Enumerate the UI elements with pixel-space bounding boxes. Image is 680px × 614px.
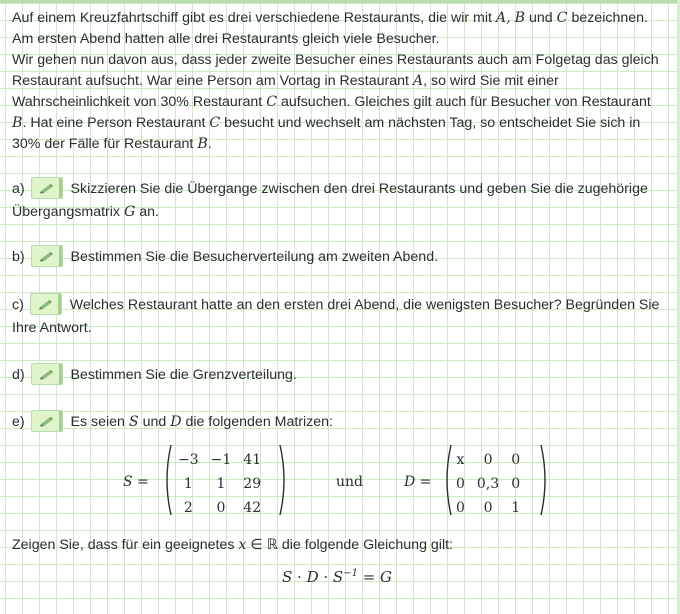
- matrix-cell: 0: [483, 500, 493, 516]
- matrix-cell: 0: [456, 500, 465, 516]
- matrix-s-label: S =: [123, 474, 149, 490]
- matrix-definitions: [0, 444, 680, 522]
- intro-line-4: Restaurant aufsucht. War eine Person am Vortag in Restaurant A, so wird Sie mit einer: [12, 73, 559, 89]
- matrix-cell: 42: [243, 500, 262, 516]
- right-paren-s: [279, 444, 289, 516]
- task-e: e) Es seien S und D die folgenden Matrizen:: [12, 411, 672, 434]
- task-b-label: b): [12, 249, 25, 265]
- matrix-cell: 0: [511, 452, 521, 468]
- problem-intro: [12, 8, 670, 155]
- matrix-cell: 0: [456, 476, 465, 492]
- task-d-text: Bestimmen Sie die Grenzverteilung.: [70, 367, 297, 383]
- intro-line-1: Auf einem Kreuzfahrtschiff gibt es drei verschiedene Restaurants, die wir mit A, B und C bezeichnen.: [12, 10, 648, 26]
- task-e-label: e): [12, 414, 25, 430]
- matrix-cell: 41: [243, 452, 262, 468]
- prove-statement: Zeigen Sie, dass für ein geeignetes x ∈ ℝ die folgende Gleichung gilt:: [12, 537, 453, 553]
- matrix-cell: 0: [483, 452, 493, 468]
- pencil-icon: [39, 415, 55, 427]
- matrix-s-row: [172, 448, 267, 472]
- task-b-text: Bestimmen Sie die Besucherverteilung am zweiten Abend.: [70, 249, 439, 265]
- und-word: und: [336, 474, 363, 490]
- task-e-text-1: Es seien: [70, 414, 129, 430]
- task-d: [12, 364, 672, 387]
- pencil-icon: [38, 298, 54, 310]
- task-a: a) Skizzieren Sie die Übergange zwischen den drei Restaurants und geben Sie die zugehörige Übergangsmatrix G an.: [12, 178, 672, 224]
- matrix-d-row: [450, 496, 526, 520]
- task-a-text-1: Skizzieren Sie die Übergange zwischen den drei Restaurants und geben Sie die zugehörige: [70, 181, 648, 197]
- left-paren-s: [162, 444, 172, 516]
- matrix-d: [450, 448, 526, 520]
- matrix-cell: 0: [511, 476, 521, 492]
- matrix-d-row: [450, 472, 526, 496]
- intro-line-5: Wahrscheinlichkeit von 30% Restaurant C aufsuchen. Gleiches gilt auch für Besucher von Restaurant: [12, 94, 651, 110]
- task-b-edit-button[interactable]: [31, 245, 63, 267]
- task-b: [12, 246, 672, 269]
- task-c: [12, 294, 672, 340]
- matrix-cell: 1: [511, 500, 521, 516]
- matrix-cell: 2: [183, 500, 193, 516]
- matrix-s-row: [172, 496, 267, 520]
- task-a-text-2: Übergangsmatrix: [12, 204, 124, 220]
- matrix-s-row: [172, 472, 267, 496]
- matrix-cell: 1: [216, 476, 226, 492]
- pencil-icon: [39, 368, 55, 380]
- matrix-d-label: D =: [404, 474, 432, 490]
- equation: $S \cdot D \cdot S^{-1} = G$: [282, 568, 393, 586]
- real-numbers-symbol: ℝ: [266, 537, 278, 553]
- pencil-icon: [39, 182, 55, 194]
- matrix-cell: 0,3: [476, 476, 500, 492]
- task-c-text-2: Ihre Antwort.: [12, 320, 92, 336]
- right-paren-d: [540, 444, 550, 516]
- matrix-cell: 0: [216, 500, 226, 516]
- task-d-edit-button[interactable]: [31, 363, 63, 385]
- intro-line-3: Wir gehen nun davon aus, dass jeder zweite Besucher eines Restaurants auch am Folgetag das gleich: [12, 52, 659, 68]
- matrix-cell: 1: [183, 476, 193, 492]
- task-c-text-1: Welches Restaurant hatte an den ersten drei Abend, die wenigsten Besucher? Begründen Sie: [69, 297, 660, 313]
- intro-line-6: B. Hat eine Person Restaurant C besucht und wechselt am nächsten Tag, so entscheidet Sie sich in: [12, 115, 641, 131]
- matrix-cell: 29: [243, 476, 262, 492]
- task-a-label: a): [12, 181, 25, 197]
- matrix-cell: −3: [178, 452, 199, 468]
- pencil-icon: [39, 250, 55, 262]
- matrix-cell: x: [456, 452, 465, 468]
- task-d-label: d): [12, 367, 25, 383]
- task-e-edit-button[interactable]: [31, 410, 63, 432]
- matrix-d-row: [450, 448, 526, 472]
- intro-line-2: Am ersten Abend hatten alle drei Restaurants gleich viele Besucher.: [12, 31, 440, 47]
- matrix-cell: −1: [210, 452, 232, 468]
- task-c-edit-button[interactable]: [30, 293, 62, 315]
- task-c-label: c): [12, 297, 24, 313]
- matrix-s: [172, 448, 267, 520]
- intro-line-7: 30% der Fälle für Restaurant B.: [12, 136, 212, 152]
- task-a-edit-button[interactable]: [31, 177, 63, 199]
- top-border: [0, 0, 680, 3]
